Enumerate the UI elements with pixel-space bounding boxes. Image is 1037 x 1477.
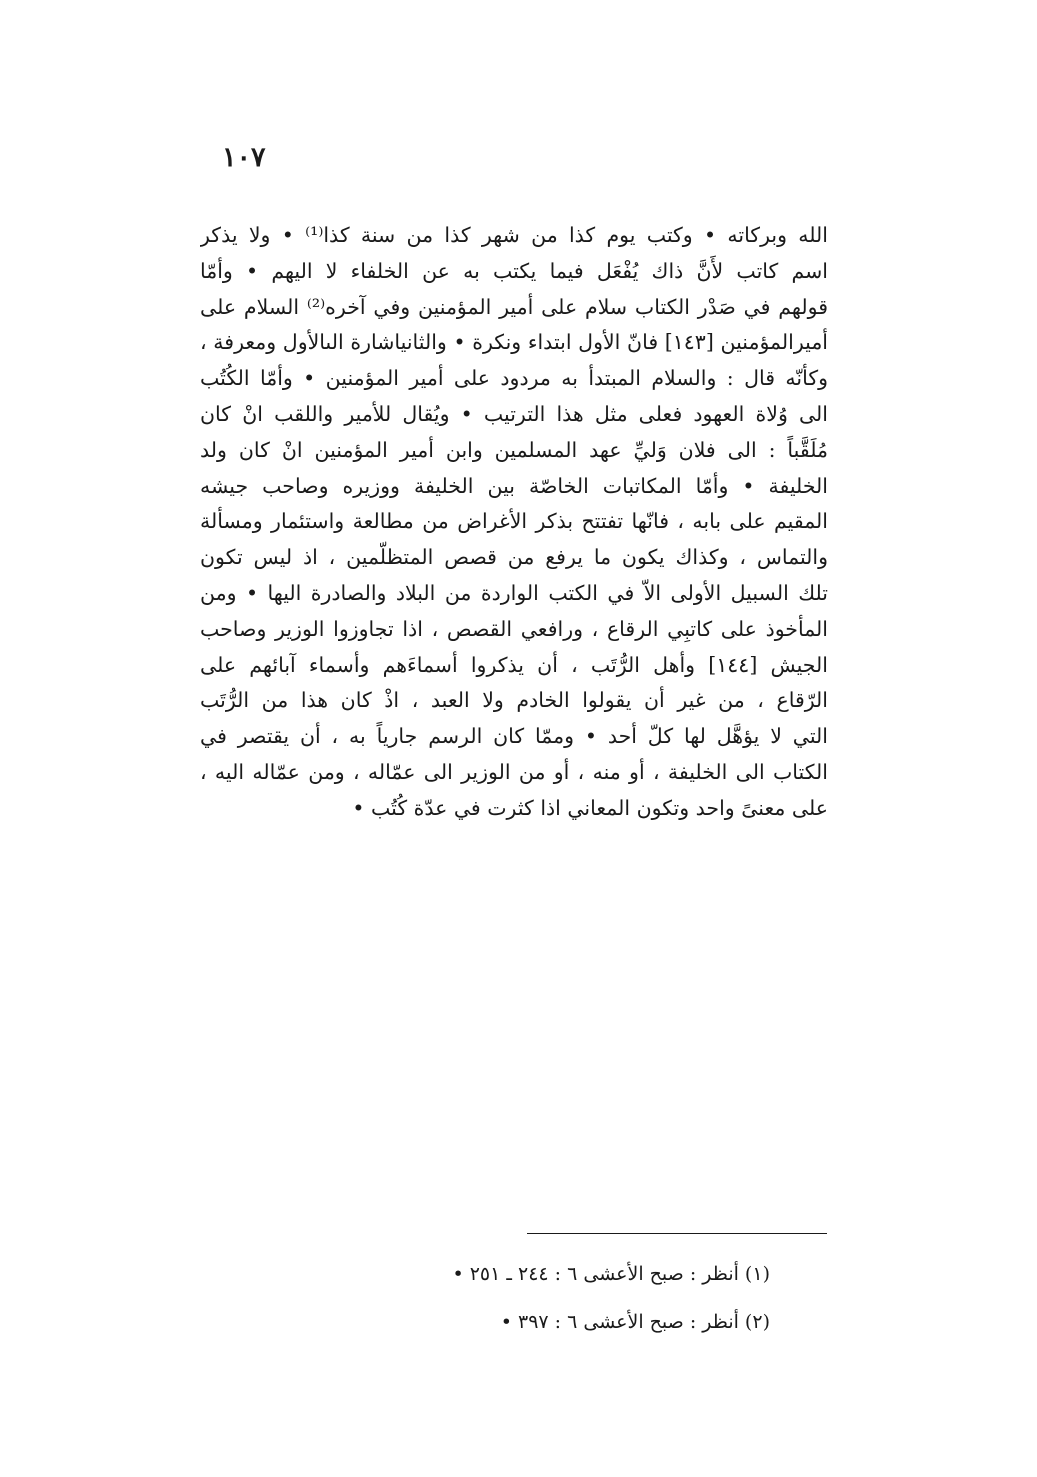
- footnote-divider: [527, 1233, 827, 1234]
- text-line: اسم كاتب لأَنَّ ذاك يُفْعَل فيما يكتب به عن الخلفاء لا اليهم • وأمّا: [200, 258, 828, 283]
- footnote-2: (٢) أنظر : صبح الأعشى ٦ : ٣٩٧ •: [500, 1311, 770, 1333]
- text-line: المأخوذ على كاتبِي الرقاع ، ورافعي القصص ، اذا تجاوزوا الوزير وصاحب: [200, 616, 828, 641]
- text-line: وكأنّه قال : والسلام المبتدأ به مردود على أمير المؤمنين • وأمّا الكُتُب: [200, 366, 828, 391]
- body-text: [200, 218, 828, 827]
- page-number: ١٠٧: [222, 142, 266, 173]
- text-line: الله وبركاته • وكتب يوم كذا من شهر كذا من سنة كذا⁽¹⁾ • ولا يذكر: [200, 223, 828, 247]
- text-line: المقيم على بابه ، فانّها تفتتح بذكر الأغراض من مطالعة واستئمار ومسألة: [200, 509, 828, 534]
- text-line: الجيش [١٤٤] وأهل الرُّتَب ، أن يذكروا أسماءَهم وأسماء آبائهم على: [200, 652, 828, 677]
- footnote-1: (١) أنظر : صبح الأعشى ٦ : ٢٤٤ ـ ٢٥١ •: [452, 1263, 770, 1285]
- text-line: التي لا يؤهَّل لها كلّ أحد • وممّا كان الرسم جارياً به ، أن يقتصر في: [200, 724, 828, 749]
- text-line: الرّقاع ، من غير أن يقولوا الخادم ولا العبد ، اذْ كان هذا من الرُّتَب: [200, 688, 828, 713]
- text-line: تلك السبيل الأولى الاّ في الكتب الواردة من البلاد والصادرة اليها • ومن: [200, 580, 828, 605]
- footnotes: [330, 1250, 770, 1346]
- text-line: أميرالمؤمنين [١٤٣] فانّ الأول ابتداء ونكرة • والثانياشارة الىالأول ومعرفة ،: [200, 330, 828, 355]
- text-line-last: على معنىً واحد وتكون المعاني اذا كثرت في عدّة كُتُب •: [352, 795, 828, 820]
- text-line: قولهم في صَدْر الكتاب سلام على أمير المؤمنين وفي آخره⁽²⁾ السلام على: [200, 294, 828, 319]
- text-line: والتماس ، وكذاك يكون ما يرفع من قصص المتظلّمين ، اذ ليس تكون: [200, 545, 828, 570]
- text-line: الخليفة • وأمّا المكاتبات الخاصّة بين الخليفة ووزيره وصاحب جيشه: [200, 473, 828, 498]
- text-line: مُلَقَّباً : الى فلان وَليِّ عهد المسلمين وابن أمير المؤمنين انْ كان ولد: [200, 437, 828, 462]
- text-line: الكتاب الى الخليفة ، أو منه ، أو من الوزير الى عمّاله ، ومن عمّاله اليه ،: [200, 759, 828, 784]
- text-line: الى وُلاة العهود فعلى مثل هذا الترتيب • ويُقال للأمير واللقب انْ كان: [200, 401, 828, 426]
